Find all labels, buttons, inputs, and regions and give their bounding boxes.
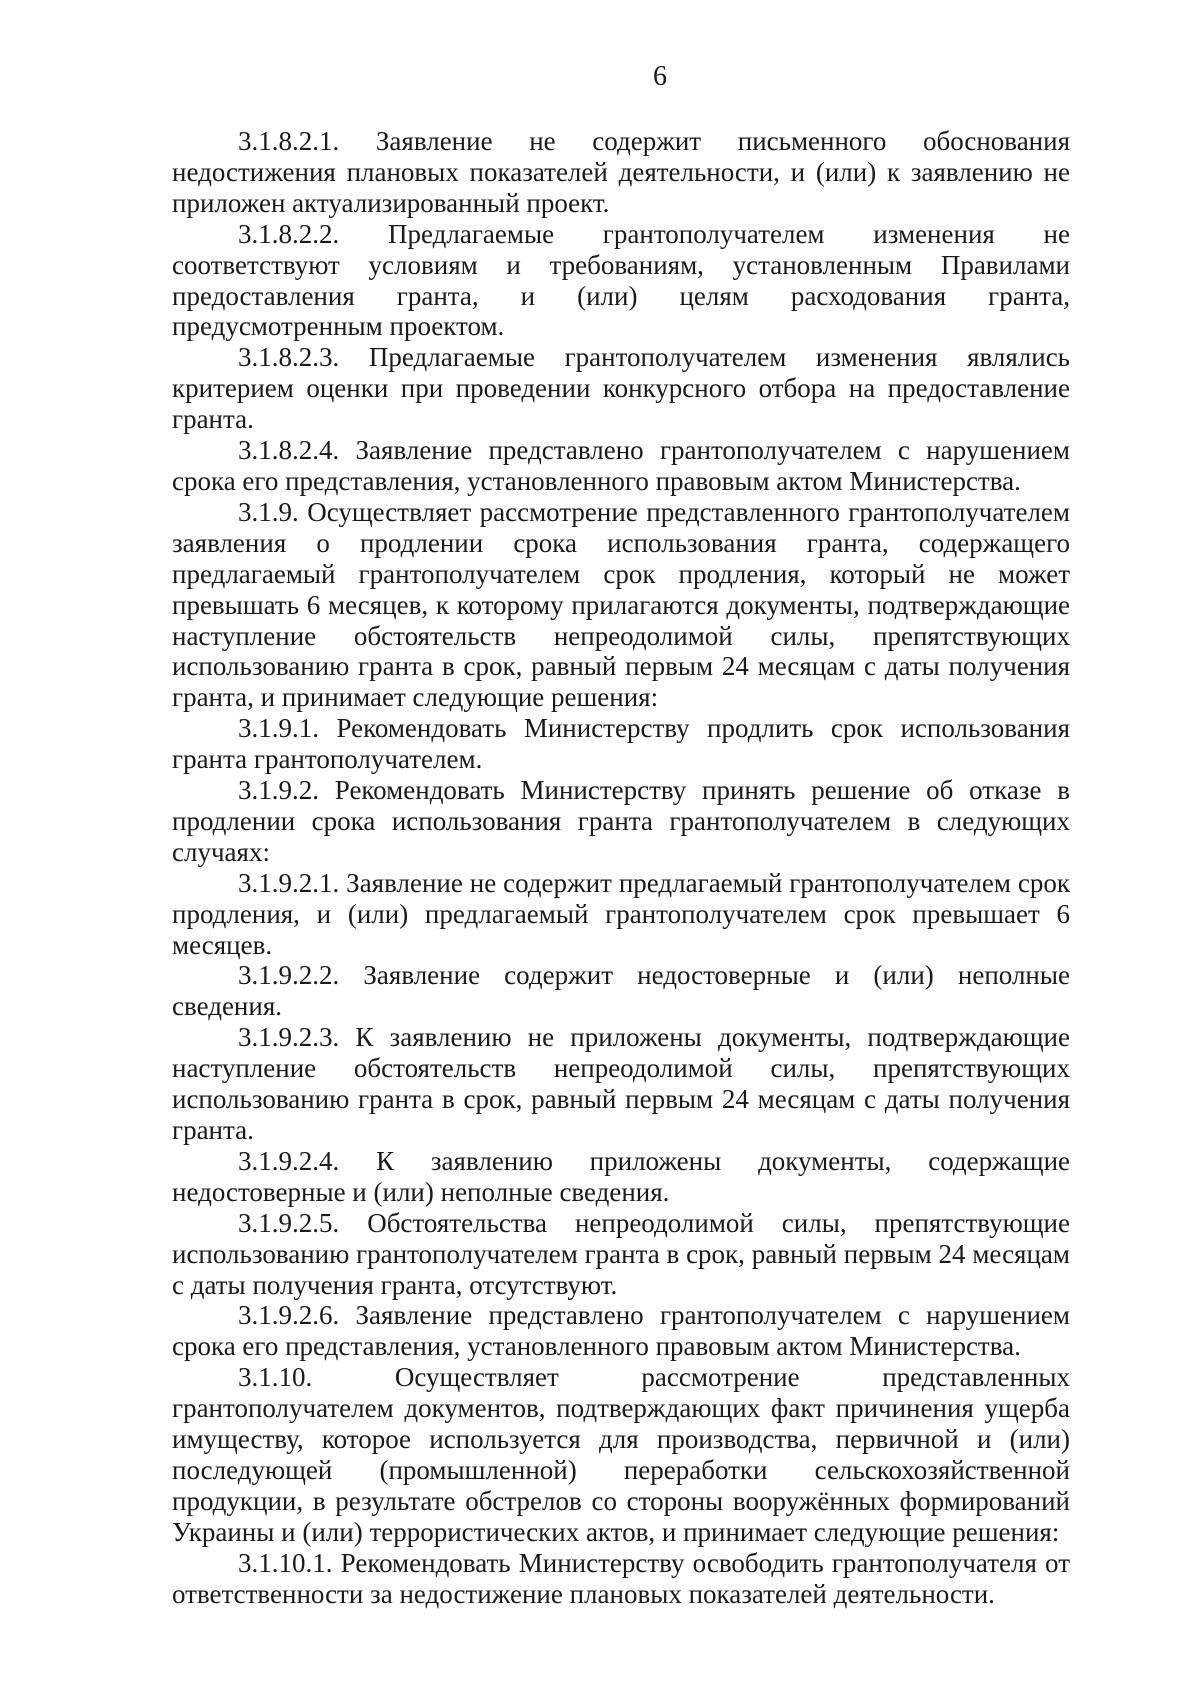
paragraph-3-1-8-2-4: 3.1.8.2.4. Заявление представлено грантополучателем с нарушением срока его представления, установленного правовым актом Министерства. bbox=[172, 435, 1070, 496]
paragraph-3-1-8-2-3: 3.1.8.2.3. Предлагаемые грантополучателем изменения являлись критерием оценки при проведении конкурсного отбора на предоставление гранта. bbox=[172, 342, 1070, 435]
paragraph-3-1-9-1: 3.1.9.1. Рекомендовать Министерству продлить срок использования гранта грантополучателем. bbox=[172, 713, 1070, 775]
paragraph-3-1-10-1: 3.1.10.1. Рекомендовать Министерству освободить грантополучателя от ответственности за недостижение плановых показателей деятельности. bbox=[172, 1547, 1070, 1609]
document-body bbox=[172, 126, 1070, 1610]
page-number: 6 bbox=[653, 61, 667, 92]
paragraph-3-1-9-2-1: 3.1.9.2.1. Заявление не содержит предлагаемый грантополучателем срок продления, и (или) предлагаемый грантополучателем срок превышает 6 месяцев. bbox=[172, 867, 1070, 960]
paragraph-3-1-8-2-2: 3.1.8.2.2. Предлагаемые грантополучателем изменения не соответствуют условиям и требованиям, установленным Правилами предоставления гранта, и (или) целям расходования гранта, предусмотренным проектом. bbox=[172, 218, 1070, 342]
paragraph-3-1-9-2-4: 3.1.9.2.4. К заявлению приложены документы, содержащие недостоверные и (или) неполные сведения. bbox=[172, 1145, 1070, 1207]
paragraph-3-1-8-2-1: 3.1.8.2.1. Заявление не содержит письменного обоснования недостижения плановых показателей деятельности, и (или) к заявлению не приложен актуализированный проект. bbox=[172, 126, 1070, 218]
paragraph-3-1-9-2-2: 3.1.9.2.2. Заявление содержит недостоверные и (или) неполные сведения. bbox=[172, 960, 1070, 1022]
paragraph-3-1-9: 3.1.9. Осуществляет рассмотрение представленного грантополучателем заявления о продлении срока использования гранта, содержащего предлагаемый грантополучателем срок продления, который не может превышать 6 месяцев, к которому прилагаются документы, подтверждающие наступление обстоятельств непреодолимой силы, препятствующих использованию гранта в срок, равный первым 24 месяцам с даты получения гранта, и принимает следующие решения: bbox=[172, 496, 1070, 713]
paragraph-3-1-9-2-5: 3.1.9.2.5. Обстоятельства непреодолимой силы, препятствующие использованию грантополучателем гранта в срок, равный первым 24 месяцам с даты получения гранта, отсутствуют. bbox=[172, 1207, 1070, 1300]
paragraph-3-1-9-2: 3.1.9.2. Рекомендовать Министерству принять решение об отказе в продлении срока использования гранта грантополучателем в следующих случаях: bbox=[172, 775, 1070, 867]
paragraph-3-1-9-2-3: 3.1.9.2.3. К заявлению не приложены документы, подтверждающие наступление обстоятельств непреодолимой силы, препятствующих использованию гранта в срок, равный первым 24 месяцам с даты получения гранта. bbox=[172, 1022, 1070, 1145]
paragraph-3-1-10: 3.1.10. Осуществляет рассмотрение представленных грантополучателем документов, подтверждающих факт причинения ущерба имуществу, которое используется для производства, первичной и (или) последующей (промышленной) переработки сельскохозяйственной продукции, в результате обстрелов со стороны вооружённых формирований Украины и (или) террористических актов, и принимает следующие решения: bbox=[172, 1362, 1070, 1547]
paragraph-3-1-9-2-6: 3.1.9.2.6. Заявление представлено грантополучателем с нарушением срока его представления, установленного правовым актом Министерства. bbox=[172, 1300, 1070, 1362]
